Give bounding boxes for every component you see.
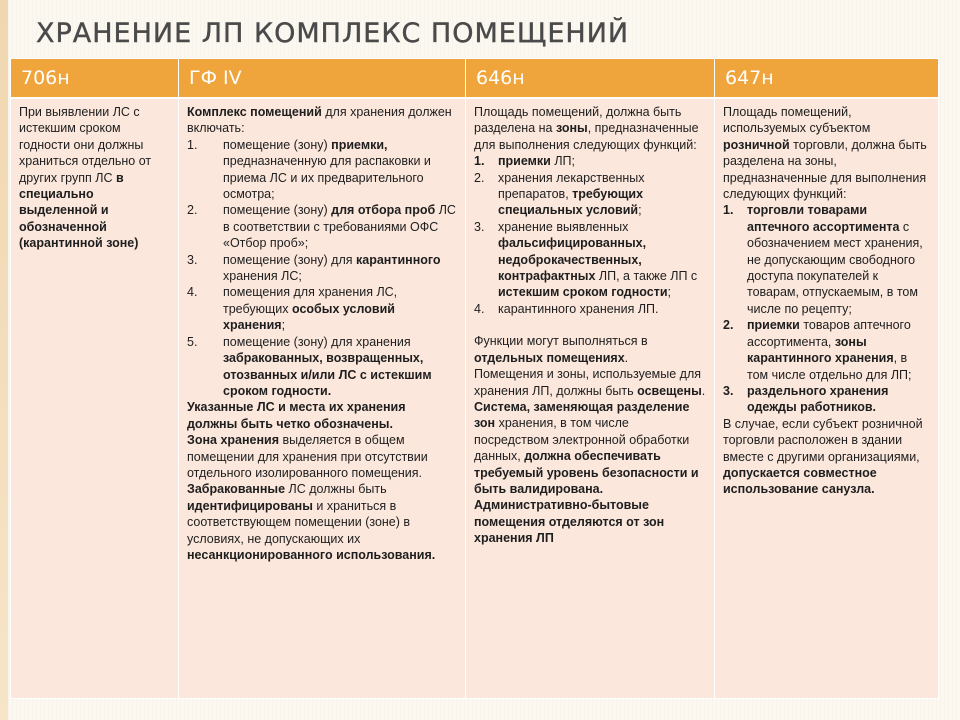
list-item: 4. карантинного хранения ЛП.	[474, 301, 659, 316]
col3-list	[474, 153, 706, 317]
col3-intro: Площадь помещений, должна быть разделена на зоны, предназначенные для выполнения следующих функций:	[474, 105, 699, 152]
table-header-row	[11, 59, 939, 99]
list-item: 2. хранения лекарственных препаратов, требующих специальных условий;	[474, 170, 645, 218]
list-item: 2. приемки товаров аптечного ассортимента, зоны карантинного хранения, в том числе отдельно для ЛП;	[723, 318, 912, 382]
page-title: ХРАНЕНИЕ ЛП КОМПЛЕКС ПОМЕЩЕНИЙ	[36, 18, 630, 49]
list-item: 3. хранение выявленных фальсифицированных, недоброкачественных, контрафактных ЛП, а также ЛП с истекшим сроком годности;	[474, 219, 698, 300]
col2-para-2: Зона хранения выделяется в общем помещении для хранения при отсутствии отдельного изолированного помещения.	[187, 433, 428, 480]
col1-text	[19, 104, 170, 252]
col1-text-bold: в специально выделенной и обозначенной (карантинной зоне)	[19, 170, 139, 251]
col1-text-plain: При выявлении ЛС с истекшим сроком годности они должны храниться отдельно от других групп ЛС	[19, 105, 152, 185]
cell-706n	[11, 98, 179, 699]
header-gf-iv: ГФ IV	[179, 59, 466, 99]
list-item: 3. раздельного хранения одежды работников.	[723, 383, 889, 415]
list-item: 5. помещение (зону) для хранения забракованных, возвращенных, отозванных и/или ЛС с истекшим сроком годности.	[187, 334, 432, 398]
col3-para-4: Административно-бытовые помещения отделяются от зон хранения ЛП	[474, 498, 665, 546]
col3-para-3: Система, заменяющая разделение зон хранения, в том числе посредством электронной обработки данных, должна обеспечивать требуемый уровень безопасности и быть валидирована.	[474, 399, 699, 496]
cell-gf-iv	[179, 98, 466, 699]
col4-list	[723, 202, 930, 415]
col3-para-1: Функции могут выполняться в отдельных помещениях.	[474, 334, 648, 365]
cell-647n	[715, 98, 939, 699]
col2-intro	[187, 104, 457, 137]
table-body-row	[11, 98, 939, 699]
list-item: 2. помещение (зону) для отбора проб ЛС в соответствии с требованиями ОФС «Отбор проб»;	[187, 203, 456, 251]
list-item: 4. помещения для хранения ЛС, требующих особых условий хранения;	[187, 285, 398, 333]
spacer	[474, 317, 706, 333]
col2-para-3: Забракованные ЛС должны быть идентифицированы и храниться в соответствующем помещении (зоне) в условиях, не допускающих их несанкционированного использования.	[187, 482, 436, 562]
col4-para-1: В случае, если субъект розничной торговли расположен в здании вместе с другими организациями, допускается совместное использование санузла.	[723, 416, 923, 497]
list-item: 3. помещение (зону) для карантинного хранения ЛС;	[187, 252, 441, 284]
col3-para-2: Помещения и зоны, используемые для хранения ЛП, должны быть освещены.	[474, 367, 706, 398]
list-item: 1. помещение (зону) приемки, предназначенную для распаковки и приема ЛС и их предварительного осмотра;	[187, 137, 431, 202]
header-706n: 706н	[11, 59, 179, 99]
comparison-table	[10, 58, 939, 699]
col2-list	[187, 137, 457, 400]
cell-646n	[466, 98, 715, 699]
header-646n: 646н	[466, 59, 715, 99]
col2-intro-plain: для хранения должен включать:	[187, 105, 452, 136]
col2-para-1: Указанные ЛС и места их хранения должны быть четко обозначены.	[187, 400, 406, 431]
col4-intro: Площадь помещений, используемых субъектом розничной торговли, должна быть разделена на зоны, предназначенные для выполнения следующих функций:	[723, 105, 927, 202]
header-647n: 647н	[715, 59, 939, 99]
list-item: 1. приемки ЛП;	[474, 154, 575, 169]
slide-edge-decoration	[0, 0, 8, 720]
col2-intro-bold: Комплекс помещений	[187, 105, 322, 119]
list-item: 1. торговли товарами аптечного ассортимента с обозначением мест хранения, не допускающим свободного доступа покупателей к товарам, отпускаемым, в том числе по рецепту;	[723, 203, 923, 316]
